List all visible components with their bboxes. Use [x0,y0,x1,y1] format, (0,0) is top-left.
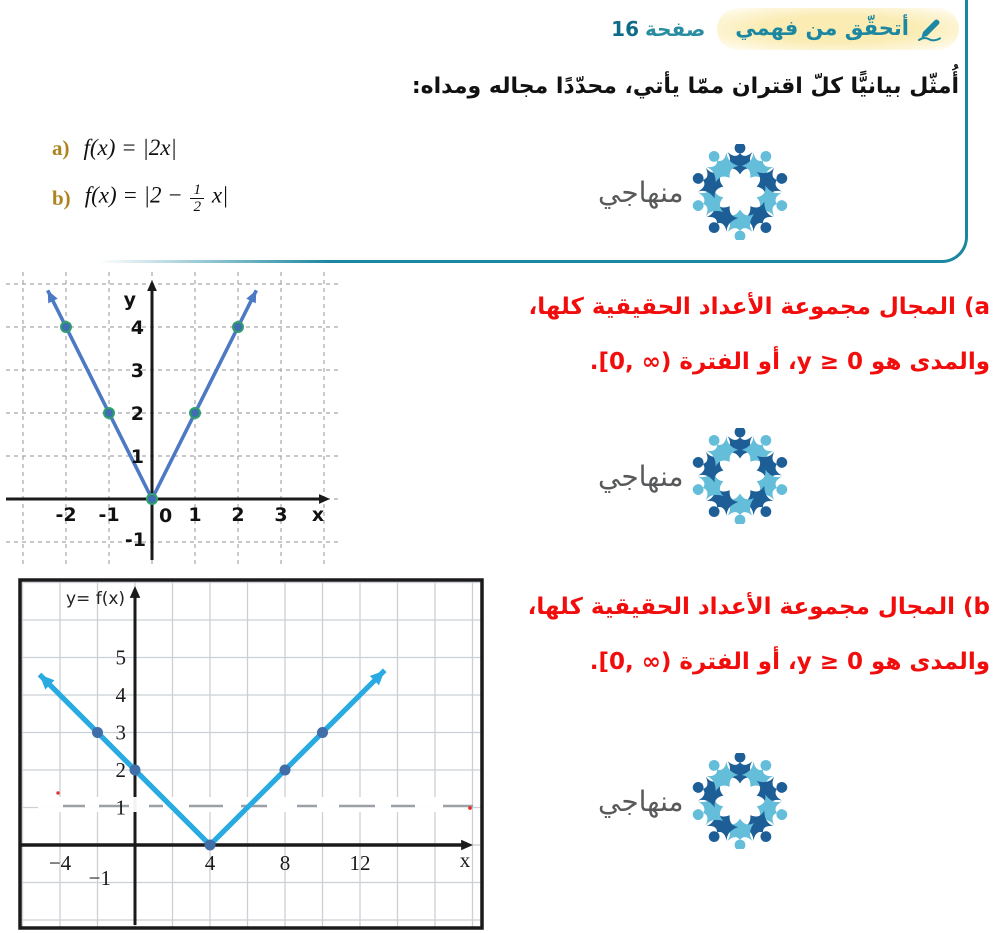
page-word: صفحة [645,17,706,41]
header [611,8,959,50]
svg-text:4: 4 [130,317,144,339]
minhaji-logo-icon [692,428,788,524]
problem-b [52,178,228,218]
svg-text:1: 1 [115,795,126,820]
range-interval: [0, ∞) [598,349,672,375]
svg-text:x: x [459,848,471,872]
range-interval: [0, ∞) [598,649,672,675]
svg-text:2: 2 [130,403,144,425]
svg-text:0: 0 [159,505,173,527]
svg-text:x: x [311,504,325,526]
absolute-value-graph-a [6,272,338,564]
minhaji-logo-icon [692,753,788,849]
check-understanding-badge [717,8,959,50]
svg-text:-1: -1 [98,504,120,526]
svg-text:y: y [123,289,136,311]
svg-text:3: 3 [130,360,144,382]
svg-text:2: 2 [231,504,245,526]
pencil-icon [915,13,945,43]
answer-a [485,280,990,390]
svg-text:−1: −1 [88,866,111,890]
range-inequality: y ≥ 0 [796,649,864,675]
svg-text:1: 1 [188,504,202,526]
minhaji-logo-icon [692,144,788,240]
problem-a [52,128,228,168]
minhaji-logo-1 [598,144,788,240]
absolute-value-graph-b [18,578,484,930]
minhaji-logo-2 [598,428,788,524]
badge-label: أتحقّق من فهمي [735,16,909,40]
svg-text:3: 3 [115,720,126,745]
answer-b-line2: والمدى هو y ≥ 0، أو الفترة [0, ∞). [589,649,990,675]
page-number: 16 [611,17,639,41]
svg-text:−4: −4 [48,851,72,875]
answer-a-line2: والمدى هو y ≥ 0، أو الفترة [0, ∞). [589,349,990,375]
svg-text:8: 8 [279,851,291,875]
svg-text:-2: -2 [55,504,77,526]
fraction: $\frac{1}{2}$ [190,182,204,215]
svg-text:1: 1 [130,446,144,468]
answer-b-line1: b) المجال مجموعة الأعداد الحقيقية كلها، [527,594,990,620]
panel-border-fade [0,248,330,270]
svg-text:4: 4 [204,851,216,875]
problem-b-label: b) [52,185,71,210]
problem-a-label: a) [52,135,70,160]
svg-text:2: 2 [115,758,126,782]
problem-a-formula: f(x) = |2x| [83,135,177,160]
minhaji-logo-text: منهاجي [598,175,684,209]
svg-text:y= f(x): y= f(x) [66,589,126,609]
minhaji-logo-3 [598,753,788,849]
svg-text:12: 12 [349,851,371,875]
question-text: أُمثّل بيانيًّا كلّ اقتران ممّا يأتي، محدّدًا مجاله ومداه: [411,74,959,99]
problem-list [52,128,228,228]
problem-b-formula: f(x) = |2 − $\frac{1}{2}$ x| [84,180,229,215]
answer-a-line1: a) المجال مجموعة الأعداد الحقيقية كلها، [528,294,990,320]
svg-text:5: 5 [115,645,126,670]
svg-text:4: 4 [115,683,126,707]
minhaji-logo-text: منهاجي [598,459,684,493]
answer-b [485,580,990,690]
svg-text:-1: -1 [124,529,146,551]
page-reference [611,17,705,41]
svg-text:3: 3 [274,504,288,526]
range-inequality: y ≥ 0 [796,349,864,375]
minhaji-logo-text: منهاجي [598,784,684,818]
